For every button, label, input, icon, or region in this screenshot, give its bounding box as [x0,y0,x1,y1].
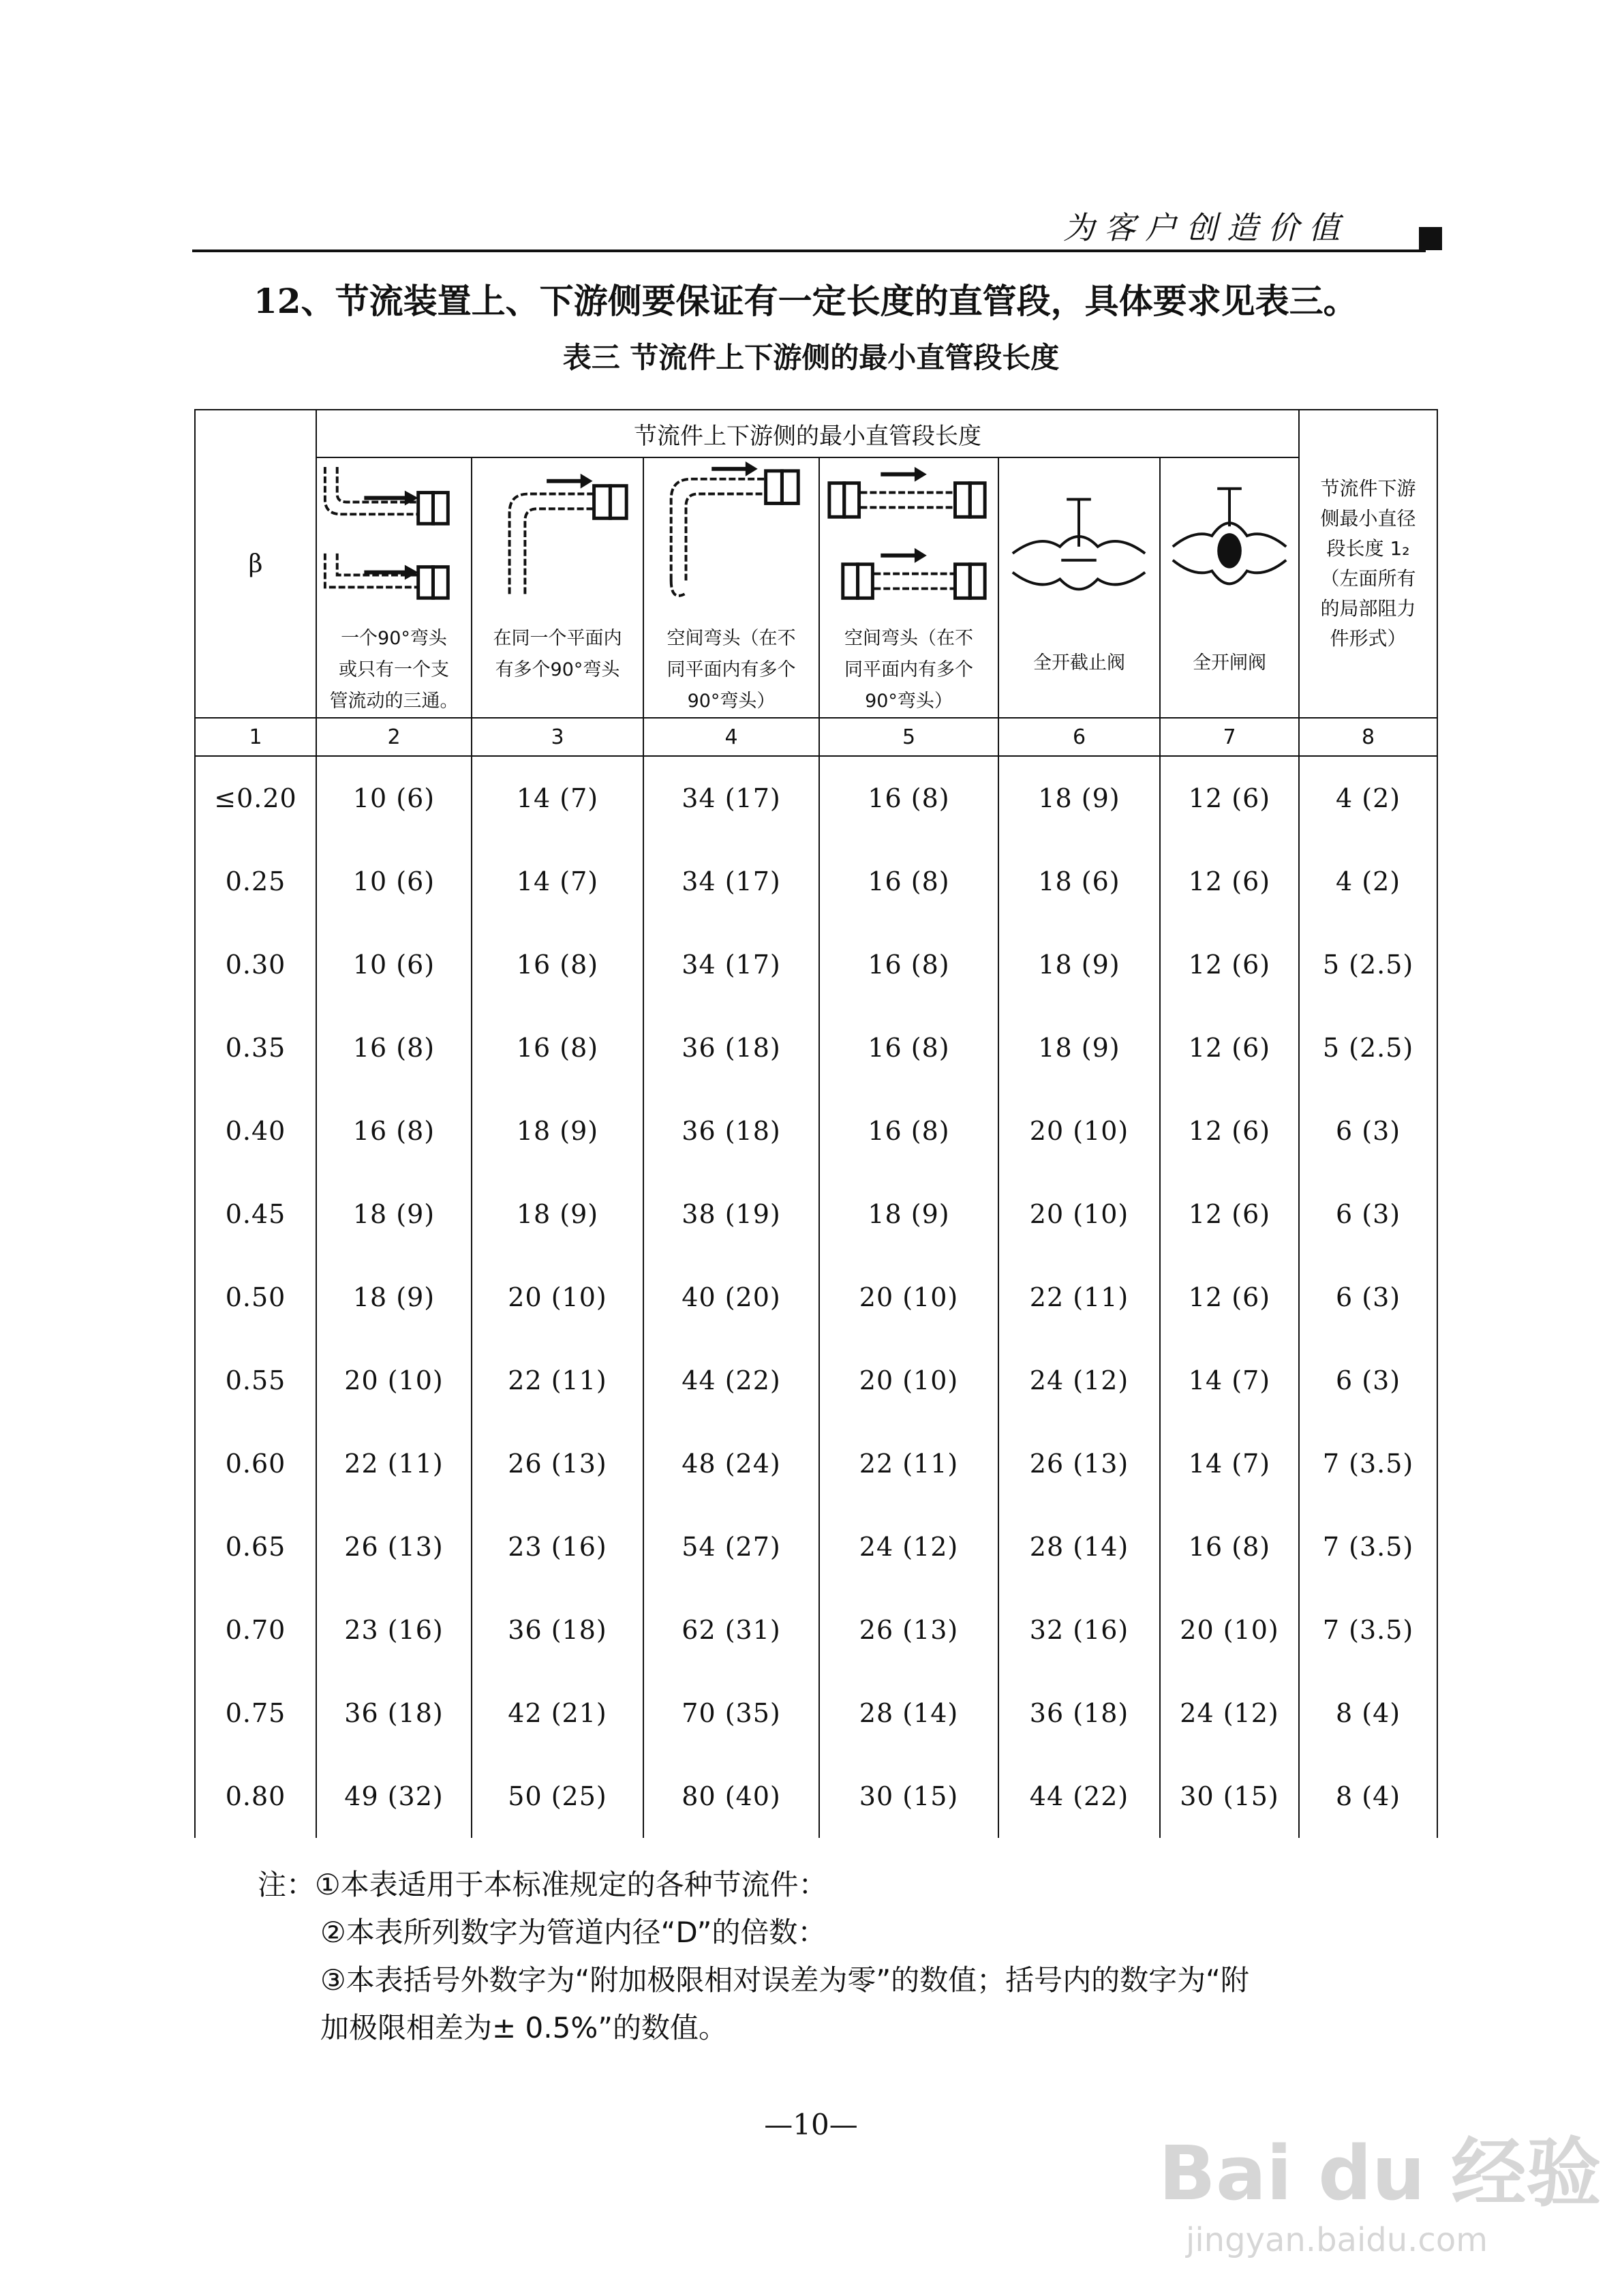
beta-value-cell: 0.70 [195,1588,316,1672]
length-value-cell: 44 (22) [643,1339,819,1422]
length-value-cell: 16 (8) [819,1089,998,1173]
table-row [195,1006,1437,1089]
col-number: 7 [1160,718,1299,756]
col-number: 4 [643,718,819,756]
elbow-tee-icon [317,458,471,620]
length-value-cell: 4 (2) [1299,756,1437,840]
length-value-cell: 18 (9) [998,756,1160,840]
length-value-cell: 36 (18) [998,1672,1160,1755]
table-row [195,840,1437,923]
length-value-cell: 20 (10) [819,1256,998,1339]
length-value-cell: 7 (3.5) [1299,1422,1437,1505]
length-value-cell: 20 (10) [316,1339,472,1422]
fig-cell-3: 空间弯头（在不 同平面内有多个 90°弯头） [643,457,819,718]
length-value-cell: 14 (7) [472,756,643,840]
baidu-watermark [1159,2113,1601,2259]
length-value-cell: 28 (14) [819,1672,998,1755]
length-value-cell: 34 (17) [643,840,819,923]
table-row [195,1339,1437,1422]
table-row [195,1173,1437,1256]
table-caption: 表三 节流件上下游侧的最小直管段长度 [562,341,1060,374]
length-value-cell: 36 (18) [316,1672,472,1755]
note-2: ②本表所列数字为管道内径“D”的倍数： [320,1916,827,1949]
table-row [195,1256,1437,1339]
length-value-cell: 24 (12) [998,1339,1160,1422]
note-1: 注：①本表适用于本标准规定的各种节流件： [258,1868,827,1901]
table-body [195,756,1437,1838]
fig-cell-2: 在同一个平面内 有多个90°弯头 [472,457,643,718]
length-value-cell: 62 (31) [643,1588,819,1672]
length-value-cell: 54 (27) [643,1505,819,1588]
length-value-cell: 18 (6) [998,840,1160,923]
beta-value-cell: 0.50 [195,1256,316,1339]
col-number: 2 [316,718,472,756]
globe-valve-icon [999,458,1159,620]
length-value-cell: 20 (10) [1160,1588,1299,1672]
length-value-cell: 70 (35) [643,1672,819,1755]
beta-value-cell: 0.55 [195,1339,316,1422]
length-value-cell: 20 (10) [819,1339,998,1422]
length-value-cell: 18 (9) [472,1089,643,1173]
length-value-cell: 16 (8) [316,1089,472,1173]
note-3: ③本表括号外数字为“附加极限相对误差为零”的数值；括号内的数字为“附 [320,1963,1249,1997]
fig-cell-6: 全开闸阀 [1160,457,1299,718]
length-value-cell: 30 (15) [1160,1755,1299,1838]
spatial-elbow-icon [644,458,818,620]
spatial-elbow-multi-icon [820,458,998,620]
beta-value-cell: ≤0.20 [195,756,316,840]
length-value-cell: 4 (2) [1299,840,1437,923]
length-value-cell: 5 (2.5) [1299,1006,1437,1089]
table-row [195,1588,1437,1672]
beta-value-cell: 0.80 [195,1755,316,1838]
table-row [195,1422,1437,1505]
length-value-cell: 36 (18) [643,1006,819,1089]
length-value-cell: 50 (25) [472,1755,643,1838]
length-value-cell: 12 (6) [1160,1173,1299,1256]
length-value-cell: 14 (7) [472,840,643,923]
intro-paragraph: 12、节流装置上、下游侧要保证有一定长度的直管段，具体要求见表三。 [254,281,1358,321]
note-4: 加极限相差为± 0.5%”的数值。 [320,2011,728,2044]
fig-cell-4: 空间弯头（在不 同平面内有多个 90°弯头） [819,457,998,718]
length-value-cell: 30 (15) [819,1755,998,1838]
beta-value-cell: 0.65 [195,1505,316,1588]
header-square-mark [1419,227,1442,250]
table-row [195,1089,1437,1173]
length-value-cell: 26 (13) [998,1422,1160,1505]
length-value-cell: 28 (14) [998,1505,1160,1588]
length-value-cell: 24 (12) [1160,1672,1299,1755]
length-value-cell: 48 (24) [643,1422,819,1505]
length-value-cell: 44 (22) [998,1755,1160,1838]
table-row [195,923,1437,1006]
length-value-cell: 18 (9) [819,1173,998,1256]
col8-header: 节流件下游 侧最小直径 段长度 1₂ （左面所有 的局部阻力 件形式） [1299,410,1437,718]
gate-valve-icon [1161,458,1298,620]
length-value-cell: 36 (18) [472,1588,643,1672]
length-value-cell: 14 (7) [1160,1339,1299,1422]
length-value-cell: 16 (8) [819,923,998,1006]
length-value-cell: 14 (7) [1160,1422,1299,1505]
length-value-cell: 12 (6) [1160,756,1299,840]
length-value-cell: 20 (10) [998,1173,1160,1256]
beta-value-cell: 0.60 [195,1422,316,1505]
length-value-cell: 12 (6) [1160,1006,1299,1089]
length-value-cell: 5 (2.5) [1299,923,1437,1006]
length-value-cell: 16 (8) [472,923,643,1006]
length-value-cell: 6 (3) [1299,1339,1437,1422]
length-value-cell: 7 (3.5) [1299,1505,1437,1588]
col-number: 5 [819,718,998,756]
length-value-cell: 18 (9) [472,1173,643,1256]
length-value-cell: 16 (8) [1160,1505,1299,1588]
length-value-cell: 18 (9) [998,1006,1160,1089]
length-value-cell: 6 (3) [1299,1256,1437,1339]
length-value-cell: 36 (18) [643,1089,819,1173]
col-number: 8 [1299,718,1437,756]
length-value-cell: 20 (10) [998,1089,1160,1173]
table-row [195,1672,1437,1755]
length-value-cell: 23 (16) [472,1505,643,1588]
length-value-cell: 10 (6) [316,840,472,923]
length-value-cell: 10 (6) [316,756,472,840]
column-number-row [195,718,1437,756]
beta-value-cell: 0.75 [195,1672,316,1755]
watermark-url: jingyan.baidu.com [1186,2221,1488,2259]
length-value-cell: 12 (6) [1160,1256,1299,1339]
length-value-cell: 20 (10) [472,1256,643,1339]
length-value-cell: 26 (13) [316,1505,472,1588]
table-row [195,756,1437,840]
length-value-cell: 12 (6) [1160,1089,1299,1173]
length-value-cell: 12 (6) [1160,923,1299,1006]
length-value-cell: 8 (4) [1299,1672,1437,1755]
length-value-cell: 10 (6) [316,923,472,1006]
length-value-cell: 38 (19) [643,1173,819,1256]
length-value-cell: 7 (3.5) [1299,1588,1437,1672]
length-value-cell: 6 (3) [1299,1089,1437,1173]
length-value-cell: 6 (3) [1299,1173,1437,1256]
length-value-cell: 34 (17) [643,756,819,840]
header-rule [192,250,1426,252]
length-value-cell: 16 (8) [819,840,998,923]
length-value-cell: 23 (16) [316,1588,472,1672]
fig-cell-5: 全开截止阀 [998,457,1160,718]
beta-value-cell: 0.25 [195,840,316,923]
fig-cell-1: 一个90°弯头 或只有一个支 管流动的三通。 [316,457,472,718]
length-value-cell: 18 (9) [998,923,1160,1006]
length-value-cell: 18 (9) [316,1173,472,1256]
length-value-cell: 8 (4) [1299,1755,1437,1838]
length-value-cell: 22 (11) [998,1256,1160,1339]
length-value-cell: 26 (13) [472,1422,643,1505]
double-elbow-icon [472,458,643,620]
length-value-cell: 42 (21) [472,1672,643,1755]
col-number: 6 [998,718,1160,756]
col-number: 3 [472,718,643,756]
straight-pipe-length-table [194,409,1438,1838]
length-value-cell: 22 (11) [472,1339,643,1422]
length-value-cell: 22 (11) [819,1422,998,1505]
group-header: 节流件上下游侧的最小直管段长度 [316,410,1299,457]
table-row [195,1505,1437,1588]
watermark-brand: Bai du 经验 [1159,2130,1602,2217]
length-value-cell: 16 (8) [472,1006,643,1089]
length-value-cell: 32 (16) [998,1588,1160,1672]
beta-header: β [195,410,316,718]
col-number: 1 [195,718,316,756]
length-value-cell: 26 (13) [819,1588,998,1672]
length-value-cell: 16 (8) [819,756,998,840]
notes [258,1861,1249,2052]
length-value-cell: 22 (11) [316,1422,472,1505]
header-slogan: 为客户创造价值 [1063,209,1349,246]
length-value-cell: 16 (8) [316,1006,472,1089]
length-value-cell: 16 (8) [819,1006,998,1089]
table-row [195,1755,1437,1838]
length-value-cell: 12 (6) [1160,840,1299,923]
length-value-cell: 18 (9) [316,1256,472,1339]
beta-value-cell: 0.40 [195,1089,316,1173]
length-value-cell: 24 (12) [819,1505,998,1588]
length-value-cell: 34 (17) [643,923,819,1006]
beta-value-cell: 0.45 [195,1173,316,1256]
beta-value-cell: 0.35 [195,1006,316,1089]
length-value-cell: 49 (32) [316,1755,472,1838]
length-value-cell: 80 (40) [643,1755,819,1838]
beta-value-cell: 0.30 [195,923,316,1006]
page-number: —10— [764,2108,858,2141]
length-value-cell: 40 (20) [643,1256,819,1339]
